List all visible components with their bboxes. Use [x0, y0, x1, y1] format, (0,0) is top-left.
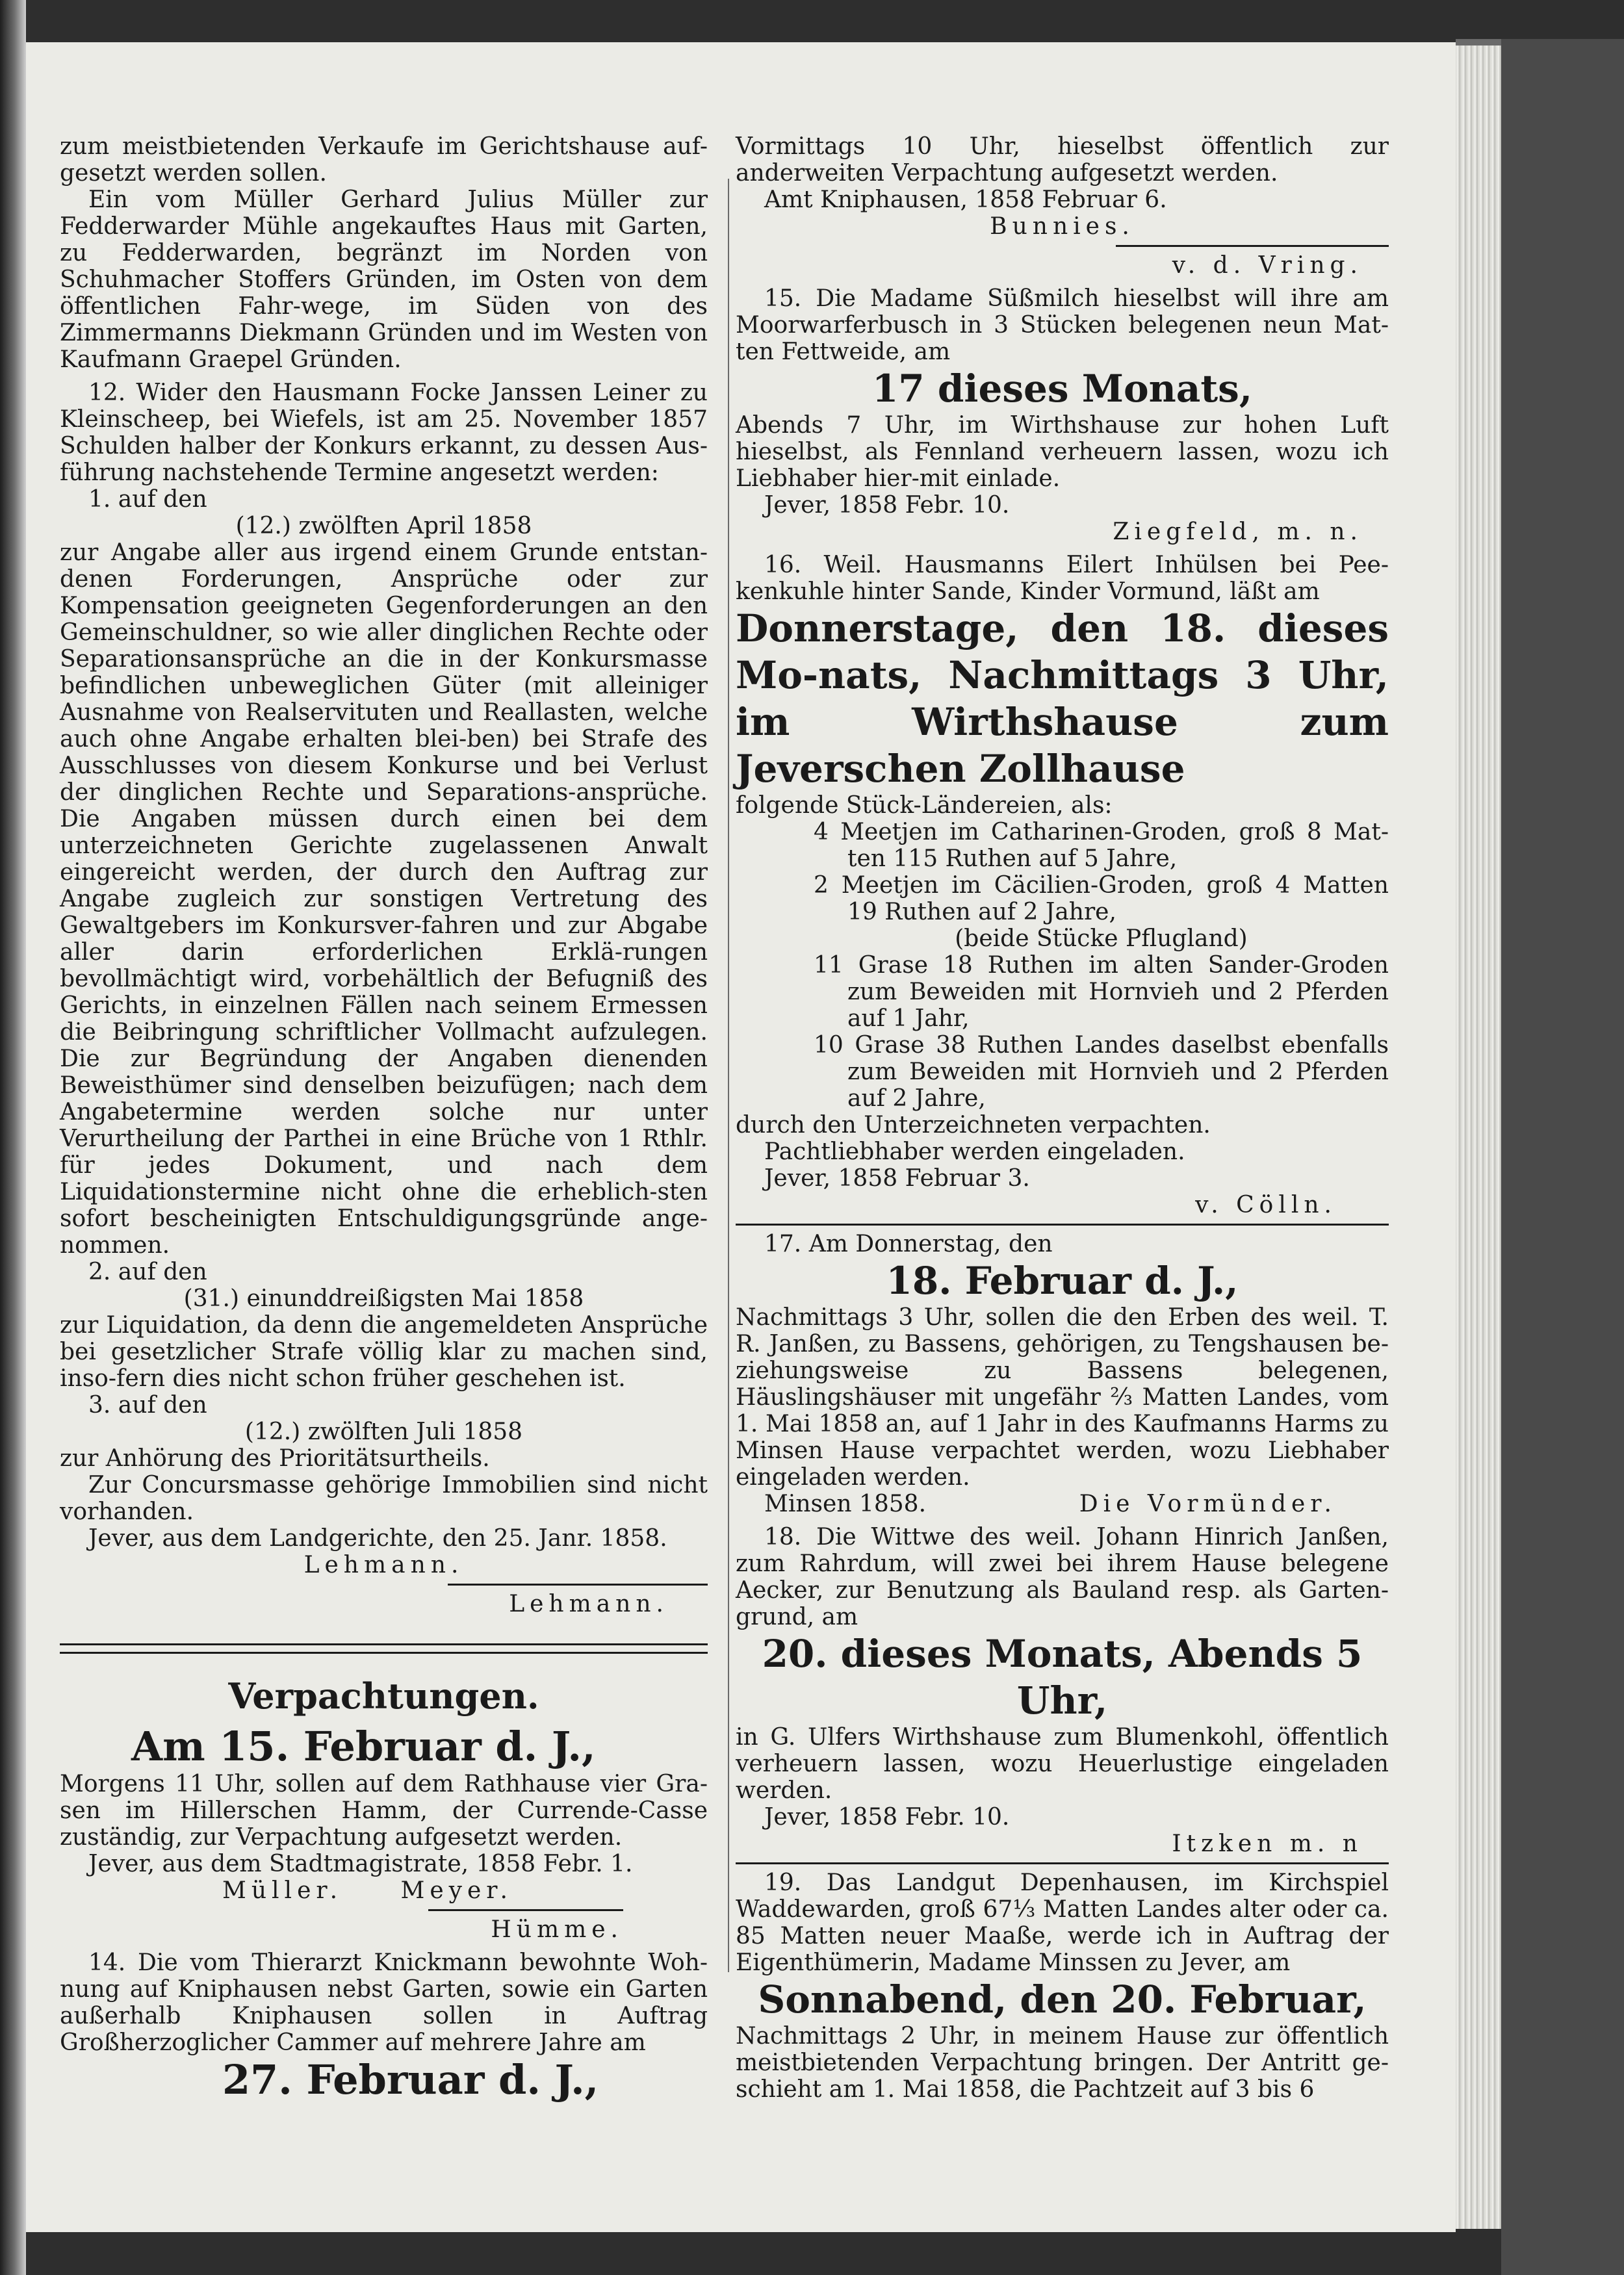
signature-row: [60, 1877, 708, 1904]
signature-row: [736, 1491, 1389, 1517]
list-item: 11 Grase 18 Ruthen im alten Sander-Groden zum Beweiden mit Hornvieh und 2 Pferden auf 1 Jahr,: [814, 952, 1389, 1032]
signature: Meyer.: [400, 1877, 513, 1904]
list-item: (beide Stücke Pflugland): [955, 925, 1248, 952]
term-text: zur Liquidation, da denn die angemeldeten Ansprüche bei gesetzlicher Strafe völlig klar zu machen sind, inso-fern dies nicht schon früher geschehen ist.: [60, 1312, 708, 1392]
list-item: 10 Grase 38 Ruthen Landes daselbst ebenfalls zum Beweiden mit Hornvieh und 2 Pferden auf 2 Jahre,: [814, 1032, 1389, 1112]
notice-19-date: Sonnabend, den 20. Februar,: [758, 1977, 1367, 2022]
term-date: (12.) zwölften Juli 1858: [244, 1419, 523, 1445]
text-paragraph: in G. Ulfers Wirthshause zum Blumenkohl, öffentlich verheuern lassen, wozu Heuerlustige eingeladen werden.: [736, 1724, 1389, 1804]
signature: Ziegfeld, m. n.: [1113, 519, 1363, 545]
notice-14: 14. Die vom Thierarzt Knickmann bewohnte Woh-nung auf Kniphausen nebst Garten, sowie ein Garten außerhalb Kniphausen sollen in Auftrag Großherzoglicher Cammer auf mehrere Jahre am: [60, 1949, 708, 2056]
divider: [428, 1909, 623, 1911]
text-paragraph: folgende Stück-Ländereien, als:: [736, 792, 1113, 819]
text-paragraph: Abends 7 Uhr, im Wirthshause zur hohen Luft hieselbst, als Fennland verheuern lassen, wozu ich Liebhaber hier-mit einlade.: [736, 412, 1389, 492]
signature: v. d. Vring.: [1172, 252, 1363, 279]
notice-18-date: 20. dieses Monats, Abends 5 Uhr,: [762, 1632, 1363, 1723]
signature: Lehmann.: [303, 1552, 464, 1578]
notice-17-date: 18. Februar d. J.,: [886, 1259, 1239, 1303]
text-paragraph: Pachtliebhaber werden eingeladen.: [764, 1138, 1185, 1165]
notice-15: 15. Die Madame Süßmilch hieselbst will ihre am Moorwarferbusch in 3 Stücken belegenen neun Mat-ten Fettweide, am: [736, 285, 1389, 365]
term-date: (31.) einunddreißigsten Mai 1858: [183, 1285, 584, 1312]
place-date: Jever, aus dem Landgerichte, den 25. Janr. 1858.: [88, 1525, 667, 1552]
signature: v. Cölln.: [1195, 1192, 1337, 1218]
place-date: Jever, aus dem Stadtmagistrate, 1858 Febr. 1.: [88, 1851, 633, 1877]
place-date: Minsen 1858.: [764, 1491, 927, 1517]
place-date: Amt Kniphausen, 1858 Februar 6.: [764, 186, 1167, 213]
section-divider: [60, 1643, 708, 1654]
text-paragraph: durch den Unterzeichneten verpachten.: [736, 1112, 1211, 1138]
text-paragraph: Zur Concursmasse gehörige Immobilien sind nicht vorhanden.: [60, 1472, 708, 1525]
text-paragraph: Vormittags 10 Uhr, hieselbst öffentlich zur anderweiten Verpachtung aufgesetzt werden.: [736, 133, 1389, 186]
page-edges: [1456, 45, 1501, 2229]
list-item: 2 Meetjen im Cäcilien-Groden, groß 4 Matten 19 Ruthen auf 2 Jahre,: [814, 872, 1389, 925]
text-paragraph: Nachmittags 3 Uhr, sollen die den Erben des weil. T. R. Janßen, zu Bassens, gehörigen, zu Tengshausen be-ziehungsweise zu Bassens belegenen, Häuslingshäuser mit ungefähr ⅔ Matten Landes, vom 1. Mai 1858 an, auf 1 Jahr in des Kaufmanns Harms zu Minsen Hause verpachtet werden, wozu Liebhaber eingeladen werden.: [736, 1304, 1389, 1491]
divider: [448, 1584, 708, 1586]
signature: Lehmann.: [509, 1591, 669, 1617]
section-title: Verpachtungen.: [228, 1675, 539, 1717]
signature: Hümme.: [491, 1916, 623, 1943]
place-date: Jever, 1858 Febr. 10.: [764, 492, 1010, 519]
land-list: [736, 819, 1389, 1112]
right-column: [736, 133, 1389, 2103]
notice-12: 12. Wider den Hausmann Focke Janssen Leiner zu Kleinscheep, bei Wiefels, ist am 25. November 1857 Schulden halber der Konkurs erkannt, zu dessen Aus-führung nachstehende Termine angesetzt werden:: [60, 379, 708, 486]
list-item: 4 Meetjen im Catharinen-Groden, groß 8 Mat-ten 115 Ruthen auf 5 Jahre,: [814, 819, 1389, 872]
newspaper-page: [26, 42, 1456, 2232]
notice-13-text: Morgens 11 Uhr, sollen auf dem Rathhause vier Gra-sen im Hillerschen Hamm, der Currende-Casse zuständig, zur Verpachtung aufgesetzt werden.: [60, 1771, 708, 1851]
notice-15-date: 17 dieses Monats,: [871, 366, 1253, 411]
notice-18: 18. Die Wittwe des weil. Johann Hinrich Janßen, zum Rahrdum, will zwei bei ihrem Hause belegene Aecker, zur Benutzung als Bauland resp. als Garten-grund, am: [736, 1524, 1389, 1630]
term-label: 2. auf den: [88, 1259, 207, 1285]
place-date: Jever, 1858 Febr. 10.: [764, 1804, 1010, 1831]
place-date: Jever, 1858 Februar 3.: [764, 1165, 1030, 1192]
signature: Die Vormünder.: [1079, 1491, 1337, 1517]
term-text: zur Angabe aller aus irgend einem Grunde entstan-denen Forderungen, Ansprüche oder zur Kompensation geeigneten Gegenforderungen an den Gemeinschuldner, so wie aller dinglichen Rechte oder Separationsansprüche an die in der Konkursmasse befindlichen unbeweglichen Güter (mit alleiniger Ausnahme von Realservituten und Reallasten, welche auch ohne Angabe erhalten blei-ben) bei Strafe des Ausschlusses von diesem Konkurse und bei Verlust der dinglichen Rechte und Separations-ansprüche. Die Angaben müssen durch einen bei dem unterzeichneten Gerichte zugelassenen Anwalt eingereicht werden, der durch den Auftrag zur Angabe zugleich zur sonstigen Vertretung des Gewaltgebers im Konkursver-fahren und zur Abgabe aller darin erforderlichen Erklä-rungen bevollmächtigt wird, vorbehältlich der Befugniß des Gerichts, in einzelnen Fällen nach seinem Ermessen die Beibringung schriftlicher Vollmacht aufzulegen. Die zur Begründung der Angaben dienenden Beweisthümer sind denselben beizufügen; nach dem Angabetermine werden solche nur unter Verurtheilung der Parthei in eine Brüche von 1 Rthlr. für jedes Dokument, und nach dem Liquidationstermine nicht ohne die erheblich-sten sofort bescheinigten Entschuldigungsgründe ange-nommen.: [60, 539, 708, 1259]
term-date: (12.) zwölften April 1858: [235, 513, 532, 539]
text-paragraph: zum meistbietenden Verkaufe im Gerichtshause auf-gesetzt werden sollen.: [60, 133, 708, 186]
notice-14-date: 27. Februar d. J.,: [222, 2056, 599, 2103]
notice-19: 19. Das Landgut Depenhausen, im Kirchspiel Waddewarden, groß 67⅓ Matten Landes alter oder ca. 85 Matten neuer Maaße, werde ich in Auftrag der Eigenthümerin, Madame Minssen zu Jever, am: [736, 1870, 1389, 1976]
signature: Müller.: [222, 1877, 343, 1904]
divider: [1116, 245, 1389, 247]
text-paragraph: Nachmittags 2 Uhr, in meinem Hause zur öffentlich meistbietenden Verpachtung bringen. Der Antritt ge-schieht am 1. Mai 1858, die Pachtzeit auf 3 bis 6: [736, 2023, 1389, 2103]
signature: Bunnies.: [990, 213, 1135, 240]
notice-16: 16. Weil. Hausmanns Eilert Inhülsen bei Pee-kenkuhle hinter Sande, Kinder Vormund, läßt am: [736, 552, 1389, 605]
signature: Itzken m. n: [1172, 1831, 1363, 1857]
term-label: 1. auf den: [88, 486, 207, 513]
notice-16-heading: Donnerstage, den 18. dieses Mo-nats, Nachmittags 3 Uhr, im Wirthshause zum Jeverschen Zollhause: [736, 606, 1389, 791]
notice-17: 17. Am Donnerstag, den: [764, 1231, 1053, 1257]
left-column: [60, 133, 708, 2104]
book-spine: [1501, 39, 1624, 2275]
divider: [736, 1862, 1389, 1864]
term-label: 3. auf den: [88, 1392, 207, 1419]
column-divider: [728, 179, 729, 1972]
binding-gutter: [0, 0, 26, 2275]
text-paragraph: Ein vom Müller Gerhard Julius Müller zur Fedderwarder Mühle angekauftes Haus mit Garten, zu Fedderwarden, begränzt im Norden von Schuhmacher Stoffers Gründen, im Osten von dem öffentlichen Fahr-wege, im Süden von des Zimmermanns Diekmann Gründen und im Westen von Kaufmann Graepel Gründen.: [60, 186, 708, 373]
term-text: zur Anhörung des Prioritätsurtheils.: [60, 1445, 490, 1472]
notice-13-date: Am 15. Februar d. J.,: [131, 1723, 596, 1770]
divider: [736, 1224, 1389, 1226]
